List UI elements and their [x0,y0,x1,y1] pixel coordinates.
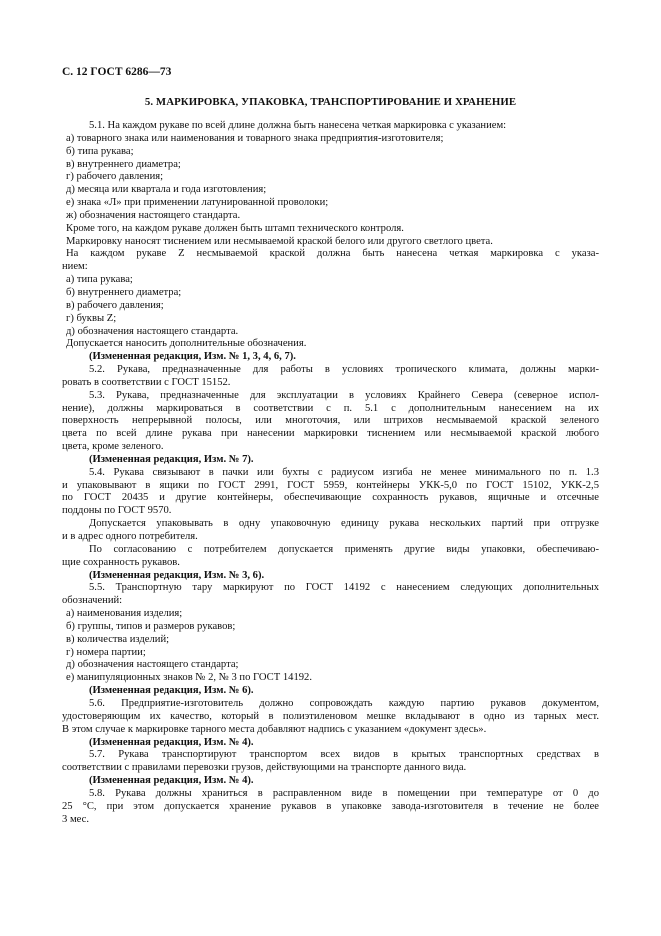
text-line: в) количества изделий; [66,633,170,645]
text-line: цвета по всей длине рукава при нанесении маркировки тиснением или несмываемой краской любого [62,428,599,440]
text-line: щие сохранность рукавов. [62,556,180,568]
section-title: 5. МАРКИРОВКА, УПАКОВКА, ТРАНСПОРТИРОВАНИЕ И ХРАНЕНИЕ [144,96,517,108]
text-line: Кроме того, на каждом рукаве должен быть штамп технического контроля. [66,222,404,234]
text-line: е) манипуляционных знаков № 2, № 3 по ГОСТ 14192. [66,672,312,684]
text-line: соответствии с правилами перевозки грузов, действующими на транспорте данного вида. [62,762,467,774]
text-line: г) рабочего давления; [66,171,164,183]
text-line: а) товарного знака или наименования и товарного знака предприятия-изготовителя; [66,132,444,144]
text-line: На каждом рукаве Z несмываемой краской должна быть нанесена четкая маркировка с указа- [66,248,599,260]
text-line: нение), должны маркироваться в соответствии с п. 5.1 с дополнительным нанесением на их [62,402,599,414]
text-line: нием: [62,261,88,273]
text-line: поддоны по ГОСТ 9570. [62,505,172,517]
text-line: ровать в соответствии с ГОСТ 15152. [62,376,231,388]
text-line: 5.5. Транспортную тару маркируют по ГОСТ 14192 с нанесением следующих дополнительных [89,582,599,594]
text-line: б) типа рукава; [66,145,134,157]
text-line: В этом случае к маркировке тарного места добавляют надпись с указанием «документ здесь». [62,723,487,735]
text-line: 3 мес. [62,813,89,825]
text-line: д) месяца или квартала и года изготовления; [66,184,267,196]
text-line: д) обозначения настоящего стандарта; [66,659,239,671]
amendment-note: (Измененная редакция, Изм. № 4). [89,736,254,748]
text-line: в) внутреннего диаметра; [66,158,181,170]
text-line: а) наименования изделия; [66,608,183,620]
text-line: б) внутреннего диаметра; [66,286,182,298]
text-line: Маркировку наносят тиснением или несмываемой краской белого или другого светлого цвета. [66,235,493,247]
text-line: и в адрес одного потребителя. [62,531,198,542]
text-line: б) группы, типов и размеров рукавов; [66,620,236,632]
text-line: и упаковывают в ящики по ГОСТ 2991, ГОСТ 5959, контейнеры УКК-5,0 по ГОСТ 15102, УКК-2,5 [62,479,599,491]
text-line: в) рабочего давления; [66,299,164,311]
amendment-note: (Измененная редакция, Изм. № 4). [89,775,254,787]
text-line: поверхность непрерывной полосы, или многоточия, или штрихов несмываемой краской зеленого [62,415,599,427]
text-line: Допускается наносить дополнительные обозначения. [66,338,307,350]
text-line: 5.1. На каждом рукаве по всей длине должна быть нанесена четкая маркировка с указанием: [89,120,507,131]
text-line: По согласованию с потребителем допускается применять другие виды упаковки, обеспечиваю- [89,543,599,555]
text-line: 5.4. Рукава связывают в пачки или бухты с радиусом изгиба не менее минимального по п. 1.3 [89,466,599,478]
amendment-note: (Измененная редакция, Изм. № 3, 6). [89,569,265,581]
page-header: С. 12 ГОСТ 6286—73 [62,66,172,78]
text-line: обозначений: [62,595,123,607]
text-line: 5.6. Предприятие-изготовитель должно сопровождать каждую партию рукавов документом, [89,697,599,709]
text-line: по ГОСТ 20435 и другие контейнеры, обеспечивающие сохранность рукавов, ящичные и отсечные [62,492,599,504]
section-body [62,120,599,826]
text-line: а) типа рукава; [66,274,133,286]
text-line: ж) обозначения настоящего стандарта. [66,209,241,221]
amendment-note: (Измененная редакция, Изм. № 1, 3, 4, 6, 7). [89,351,296,363]
text-line: 25 °С, при этом допускается хранение рукавов в упаковке завода-изготовителя в течение не более [62,800,599,812]
text-line: цвета, кроме зеленого. [62,441,164,453]
text-line: 5.3. Рукава, предназначенные для эксплуатации в условиях Крайнего Севера (северное испол- [89,389,599,401]
amendment-note: (Измененная редакция, Изм. № 6). [89,685,254,697]
text-line: д) обозначения настоящего стандарта. [66,325,239,337]
text-line: г) буквы Z; [66,312,117,324]
text-line: удостоверяющим их качество, который в полиэтиленовом мешке вкладывают в одно из тарных мест. [62,710,599,722]
text-line: 5.7. Рукава транспортируют транспортом всех видов в крытых транспортных средствах в [89,749,599,761]
text-line: 5.2. Рукава, предназначенные для работы в условиях тропического климата, должны марки- [89,364,599,376]
text-line: е) знака «Л» при применении латунированной проволоки; [66,197,329,209]
text-line: г) номера партии; [66,646,146,658]
amendment-note: (Измененная редакция, Изм. № 7). [89,453,254,465]
text-line: 5.8. Рукава должны храниться в расправленном виде в помещении при температуре от 0 до [89,787,599,799]
text-line: Допускается упаковывать в одну упаковочную единицу рукава нескольких партий при отгрузке [89,518,599,530]
